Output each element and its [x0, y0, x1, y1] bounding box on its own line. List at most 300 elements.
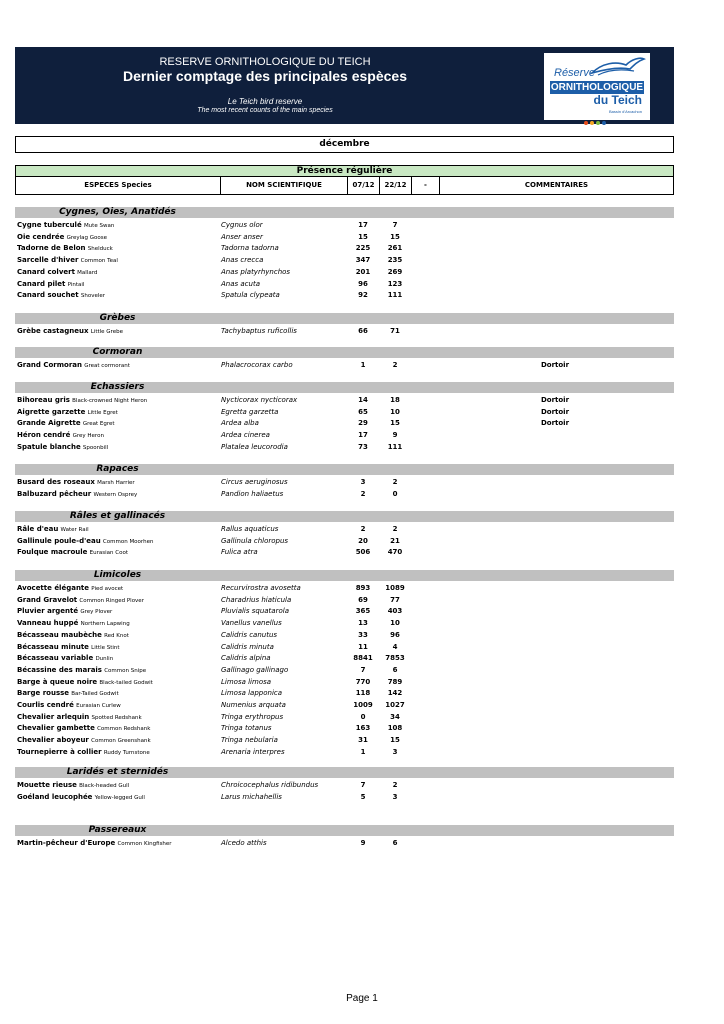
species-name	[17, 630, 129, 642]
column-date2: 22/12	[380, 177, 412, 194]
species-name	[17, 360, 130, 372]
count-date1: 11	[358, 642, 368, 651]
species-name-fr: Bécassine des marais	[17, 665, 102, 674]
scientific-name: Tringa erythropus	[221, 712, 284, 721]
table-row	[15, 418, 674, 429]
section-header	[15, 382, 674, 393]
count-date1: 7	[360, 665, 366, 674]
species-name-en: Common Redshank	[97, 726, 151, 733]
count-date2: 15	[390, 419, 400, 428]
species-name-fr: Chevalier aboyeur	[17, 736, 89, 745]
species-name-en: Greylag Goose	[66, 234, 108, 241]
species-name-fr: Oie cendrée	[17, 232, 65, 241]
species-name-en: Pintail	[67, 281, 85, 288]
species-name	[17, 536, 153, 548]
species-name-fr: Canard souchet	[17, 291, 79, 300]
species-name	[17, 723, 150, 735]
english-description: The most recent counts of the main species	[197, 107, 333, 114]
count-date2: 10	[390, 619, 400, 628]
section-title: Limicoles	[93, 570, 142, 580]
logo-dot	[590, 121, 594, 125]
count-date1: 347	[355, 256, 371, 265]
species-name	[17, 489, 137, 501]
species-name-en: Western Osprey	[93, 491, 138, 498]
species-name-en: Red Knot	[104, 632, 129, 639]
scientific-name: Ardea cinerea	[221, 431, 270, 440]
comment: Dortoir	[540, 407, 570, 416]
count-date2: 7	[392, 221, 398, 229]
species-name-fr: Avocette élégante	[17, 584, 90, 592]
species-name-en: Water Rail	[60, 527, 89, 533]
scientific-name: Tadorna tadorna	[221, 244, 279, 253]
scientific-name: Phalacrocorax carbo	[221, 361, 293, 369]
table-row	[15, 395, 674, 406]
scientific-name: Tringa nebularia	[221, 736, 278, 745]
table-row	[15, 243, 674, 254]
species-name	[17, 700, 121, 712]
species-name-en: Shelduck	[87, 246, 113, 253]
species-name-en: Great cormorant	[84, 363, 130, 369]
count-date2: 7853	[385, 654, 405, 663]
count-date1: 1009	[353, 701, 373, 709]
species-name-fr: Bécasseau minute	[17, 642, 89, 651]
count-date1: 8841	[353, 654, 373, 663]
species-name	[17, 326, 123, 338]
scientific-name: Charadrius hiaticula	[221, 595, 292, 604]
species-name-en: Mute Swan	[83, 223, 115, 229]
scientific-name: Chroicocephalus ridibundus	[221, 781, 319, 789]
species-name-en: Northern Lapwing	[80, 621, 130, 628]
table-row	[15, 267, 674, 278]
scientific-name: Nycticorax nycticorax	[221, 396, 298, 404]
species-name	[17, 418, 115, 430]
table-row	[15, 220, 674, 231]
table-row	[15, 430, 674, 441]
count-date2: 77	[390, 595, 400, 604]
column-scientific: NOM SCIENTIFIQUE	[221, 177, 348, 194]
scientific-name: Pluvialis squatarola	[221, 607, 289, 616]
species-name-en: Common Snipe	[104, 667, 147, 674]
reserve-logo	[544, 53, 650, 120]
section-header	[15, 464, 674, 475]
count-date2: 269	[387, 267, 403, 276]
count-date2: 142	[387, 689, 403, 698]
count-date2: 108	[387, 724, 403, 733]
table-header	[15, 177, 674, 195]
species-name-fr: Tadorne de Belon	[17, 244, 86, 253]
species-name-fr: Canard colvert	[17, 267, 75, 276]
scientific-name: Arenaria interpres	[221, 747, 285, 756]
species-name-en: Spoonbill	[82, 444, 109, 451]
species-name-fr: Héron cendré	[17, 431, 71, 440]
species-name-fr: Bihoreau gris	[17, 396, 70, 404]
scientific-name: Anser anser	[221, 232, 263, 241]
count-date2: 2	[392, 525, 398, 533]
count-date1: 7	[360, 781, 366, 789]
table-row	[15, 838, 674, 849]
species-name	[17, 442, 108, 454]
scientific-name: Numenius arquata	[221, 701, 286, 709]
count-date1: 5	[360, 792, 366, 801]
scientific-name: Recurvirostra avosetta	[221, 584, 301, 592]
species-name	[17, 618, 130, 630]
count-date2: 111	[387, 291, 403, 300]
scientific-name: Pandion haliaetus	[221, 489, 284, 498]
scientific-name: Gallinago gallinago	[221, 665, 289, 674]
count-date1: 365	[355, 607, 371, 616]
species-name-en: Shoveler	[80, 293, 106, 300]
species-name-en: Common Moorhen	[102, 538, 154, 545]
count-date1: 2	[360, 525, 366, 533]
section-header	[15, 313, 674, 324]
species-name-en: Eurasian Curlew	[76, 703, 121, 709]
page-number: Page 1	[346, 993, 378, 1004]
count-date2: 3	[392, 792, 398, 801]
count-date1: 13	[358, 619, 368, 628]
comment: Dortoir	[540, 361, 570, 369]
count-date1: 31	[358, 736, 368, 745]
table-row	[15, 595, 674, 606]
count-date1: 1	[360, 361, 366, 369]
logo-dot	[602, 121, 606, 125]
count-date2: 403	[387, 607, 403, 616]
species-name-fr: Pluvier argenté	[17, 607, 79, 616]
scientific-name: Calidris alpina	[221, 654, 271, 663]
count-date1: 15	[358, 232, 368, 241]
table-row	[15, 326, 674, 337]
table-row	[15, 232, 674, 243]
species-name	[17, 220, 114, 232]
species-name-en: Yellow-legged Gull	[94, 794, 145, 801]
table-row	[15, 618, 674, 629]
species-name	[17, 407, 118, 419]
count-date1: 201	[355, 267, 371, 276]
presence-title: Présence régulière	[15, 165, 674, 177]
count-date2: 123	[387, 279, 403, 288]
table-row	[15, 653, 674, 664]
column-date1: 07/12	[348, 177, 380, 194]
count-date1: 3	[360, 478, 366, 486]
count-date1: 96	[358, 279, 368, 288]
header-banner	[15, 47, 674, 124]
species-name-fr: Barge à queue noire	[17, 677, 98, 686]
scientific-name: Calidris minuta	[221, 642, 274, 651]
scientific-name: Fulica atra	[221, 548, 258, 557]
species-name-fr: Tournepierre à collier	[17, 747, 102, 756]
species-name-en: Common Kingfisher	[117, 841, 172, 847]
scientific-name: Limosa limosa	[221, 677, 272, 686]
count-date2: 96	[390, 630, 400, 639]
section-title: Laridés et sternidés	[66, 767, 169, 777]
species-name-fr: Râle d'eau	[17, 525, 59, 533]
species-name-fr: Grand Cormoran	[17, 361, 83, 369]
species-name-fr: Aigrette garzette	[17, 407, 86, 416]
count-date1: 92	[358, 291, 368, 300]
species-name	[17, 780, 129, 792]
count-date2: 4	[392, 642, 398, 651]
species-name-en: Common Ringed Plover	[79, 597, 144, 604]
section-header	[15, 347, 674, 358]
count-date2: 2	[392, 478, 398, 486]
count-date2: 1027	[385, 701, 405, 709]
table-row	[15, 792, 674, 803]
species-name	[17, 395, 147, 407]
scientific-name: Ardea alba	[221, 419, 259, 428]
section-header	[15, 825, 674, 836]
species-name-en: Great Egret	[82, 421, 115, 428]
logo-text-ornithologique: ORNITHOLOGIQUE	[550, 82, 644, 93]
month-label: décembre	[15, 136, 674, 153]
table-row	[15, 630, 674, 641]
section-title: Echassiers	[90, 382, 145, 392]
table-row	[15, 735, 674, 746]
species-name-en: Marsh Harrier	[97, 480, 135, 486]
species-name-fr: Gallinule poule-d'eau	[17, 536, 101, 545]
species-name	[17, 606, 112, 618]
count-date1: 65	[358, 407, 368, 416]
species-name	[17, 677, 153, 689]
species-name-en: Common Greenshank	[91, 738, 151, 745]
scientific-name: Tachybaptus ruficollis	[221, 327, 297, 335]
scientific-name: Rallus aquaticus	[221, 525, 279, 533]
page-title: Dernier comptage des principales espèces	[122, 68, 407, 84]
species-name	[17, 477, 135, 489]
species-name-fr: Bécasseau variable	[17, 654, 94, 663]
count-date1: 73	[358, 442, 368, 451]
count-date2: 6	[392, 665, 398, 674]
section-header	[15, 767, 674, 778]
column-species: ESPECES Species	[16, 177, 221, 194]
table-row	[15, 677, 674, 688]
species-name-en: Spotted Redshank	[91, 714, 142, 721]
count-date1: 14	[358, 396, 368, 404]
logo-dot	[584, 121, 588, 125]
species-name-en: Ruddy Turnstone	[103, 749, 150, 756]
species-name-en: Mallard	[77, 269, 98, 276]
species-name	[17, 688, 119, 700]
species-name	[17, 595, 144, 607]
scientific-name: Circus aeruginosus	[221, 478, 288, 486]
count-date2: 3	[392, 747, 398, 756]
species-name-fr: Goéland leucophée	[17, 792, 93, 801]
species-name-en: Black-tailed Godwit	[99, 679, 153, 686]
species-name	[17, 735, 151, 747]
count-date2: 235	[387, 256, 403, 265]
species-name-en: Bar-Tailed Godwit	[71, 691, 119, 698]
table-row	[15, 279, 674, 290]
species-name-fr: Cygne tuberculé	[17, 221, 82, 229]
species-name-fr: Vanneau huppé	[17, 619, 79, 628]
table-row	[15, 723, 674, 734]
species-name	[17, 279, 84, 291]
species-name-fr: Mouette rieuse	[17, 781, 77, 789]
scientific-name: Alcedo atthis	[221, 839, 267, 847]
count-date1: 17	[358, 221, 368, 229]
species-name-fr: Spatule blanche	[17, 442, 81, 451]
species-name-fr: Sarcelle d'hiver	[17, 256, 79, 265]
scientific-name: Anas acuta	[221, 279, 260, 288]
comment: Dortoir	[540, 419, 570, 428]
table-row	[15, 524, 674, 535]
table-row	[15, 700, 674, 711]
scientific-name: Calidris canutus	[221, 630, 278, 639]
species-name	[17, 524, 89, 536]
species-name-fr: Grande Aigrette	[17, 419, 81, 428]
section-title: Cormoran	[92, 347, 143, 357]
logo-dot	[596, 121, 600, 125]
scientific-name: Egretta garzetta	[221, 407, 279, 416]
section-header	[15, 207, 674, 218]
count-date1: 33	[358, 630, 368, 639]
species-name	[17, 653, 113, 665]
species-name-en: Common Teal	[80, 258, 118, 265]
species-name-fr: Chevalier gambette	[17, 724, 95, 733]
count-date1: 2	[360, 489, 366, 498]
species-name-en: Grey Heron	[72, 433, 104, 440]
section-header	[15, 570, 674, 581]
table-row	[15, 407, 674, 418]
count-date2: 71	[390, 327, 400, 335]
count-date2: 1089	[385, 584, 405, 592]
species-name-fr: Barge rousse	[17, 689, 70, 698]
species-name-fr: Busard des roseaux	[17, 478, 95, 486]
scientific-name: Cygnus olor	[221, 221, 263, 229]
table-row	[15, 442, 674, 453]
scientific-name: Tringa totanus	[221, 724, 272, 733]
table-row	[15, 665, 674, 676]
species-name	[17, 255, 118, 267]
species-name-fr: Grèbe castagneux	[17, 327, 89, 335]
table-row	[15, 255, 674, 266]
count-date1: 893	[355, 584, 371, 592]
reserve-title: RESERVE ORNITHOLOGIQUE DU TEICH	[159, 56, 371, 68]
species-name	[17, 712, 142, 724]
scientific-name: Limosa lapponica	[221, 689, 283, 698]
count-date1: 1	[360, 747, 366, 756]
count-date1: 163	[355, 724, 371, 733]
table-row	[15, 688, 674, 699]
count-date2: 18	[390, 396, 400, 404]
species-name-en: Black-headed Gull	[79, 783, 130, 789]
table-row	[15, 547, 674, 558]
species-name	[17, 232, 107, 244]
section-title: Rapaces	[96, 464, 139, 474]
species-name	[17, 267, 97, 279]
species-name-fr: Foulque macroule	[17, 548, 88, 557]
table-row	[15, 712, 674, 723]
table-row	[15, 780, 674, 791]
count-date2: 0	[392, 489, 398, 498]
species-name-fr: Grand Gravelot	[17, 595, 78, 604]
column-comments: COMMENTAIRES	[524, 181, 589, 189]
count-date1: 225	[355, 244, 371, 253]
count-date2: 261	[387, 244, 403, 253]
species-name	[17, 547, 128, 559]
scientific-name: Gallinula chloropus	[221, 536, 289, 545]
logo-text-du-teich: du Teich	[593, 93, 642, 107]
species-name	[17, 792, 145, 804]
count-date2: 789	[387, 677, 403, 686]
scientific-name: Spatula clypeata	[221, 291, 280, 300]
count-date2: 470	[387, 548, 403, 557]
section-title: Cygnes, Oies, Anatidés	[59, 207, 176, 217]
count-date2: 34	[390, 712, 400, 721]
section-title: Grèbes	[99, 313, 136, 323]
table-row	[15, 536, 674, 547]
logo-text-reserve: Réserve	[554, 67, 595, 79]
species-name	[17, 290, 105, 302]
species-name-fr: Martin-pêcheur d'Europe	[17, 839, 116, 847]
species-name-en: Little Egret	[87, 409, 118, 416]
count-date2: 15	[390, 232, 400, 241]
species-name	[17, 430, 104, 442]
count-date1: 17	[358, 431, 368, 440]
species-name-en: Eurasian Coot	[89, 550, 128, 557]
count-date1: 770	[355, 677, 371, 686]
scientific-name: Anas platyrhynchos	[221, 267, 291, 276]
species-name-en: Little Stint	[91, 644, 120, 651]
species-name-fr: Bécasseau maubèche	[17, 630, 102, 639]
scientific-name: Larus michahellis	[221, 792, 282, 801]
count-date2: 21	[390, 536, 400, 545]
count-date2: 2	[392, 361, 398, 369]
species-name-en: Grey Plover	[80, 609, 113, 616]
species-name	[17, 838, 172, 850]
logo-text-bassin: Bassin d'Arcachon	[608, 109, 642, 114]
count-date2: 6	[392, 839, 398, 847]
table-row	[15, 360, 674, 371]
english-subtitle: Le Teich bird reserve	[227, 97, 303, 106]
count-date1: 9	[360, 839, 366, 847]
species-name-en: Little Grebe	[90, 329, 123, 335]
count-date1: 20	[358, 536, 368, 545]
count-date1: 66	[358, 327, 368, 335]
table-row	[15, 290, 674, 301]
table-row	[15, 606, 674, 617]
species-name	[17, 243, 113, 255]
species-name-en: Dunlin	[95, 656, 114, 663]
species-name	[17, 642, 120, 654]
species-name	[17, 583, 123, 595]
table-row	[15, 583, 674, 594]
count-date1: 506	[355, 548, 371, 557]
species-name	[17, 665, 146, 677]
species-name-fr: Courlis cendré	[17, 701, 74, 709]
scientific-name: Anas crecca	[221, 256, 264, 265]
count-date2: 111	[387, 442, 403, 451]
species-name-fr: Canard pilet	[17, 279, 66, 288]
count-date1: 69	[358, 595, 368, 604]
count-date1: 0	[360, 712, 366, 721]
species-name-fr: Balbuzard pêcheur	[17, 489, 92, 498]
bird-logo-icon	[590, 55, 646, 77]
table-row	[15, 747, 674, 758]
scientific-name: Vanellus vanellus	[221, 619, 282, 628]
comment: Dortoir	[540, 396, 570, 404]
count-date2: 10	[390, 407, 400, 416]
species-name-en: Black-crowned Night Heron	[72, 398, 148, 404]
table-row	[15, 477, 674, 488]
count-date2: 15	[390, 736, 400, 745]
species-name-en: Pied avocet	[91, 586, 124, 592]
count-date2: 9	[392, 431, 398, 440]
table-row	[15, 642, 674, 653]
species-name	[17, 747, 150, 759]
count-date1: 29	[358, 419, 368, 428]
table-row	[15, 489, 674, 500]
species-name-fr: Chevalier arlequin	[17, 712, 90, 721]
scientific-name: Platalea leucorodia	[221, 442, 288, 451]
